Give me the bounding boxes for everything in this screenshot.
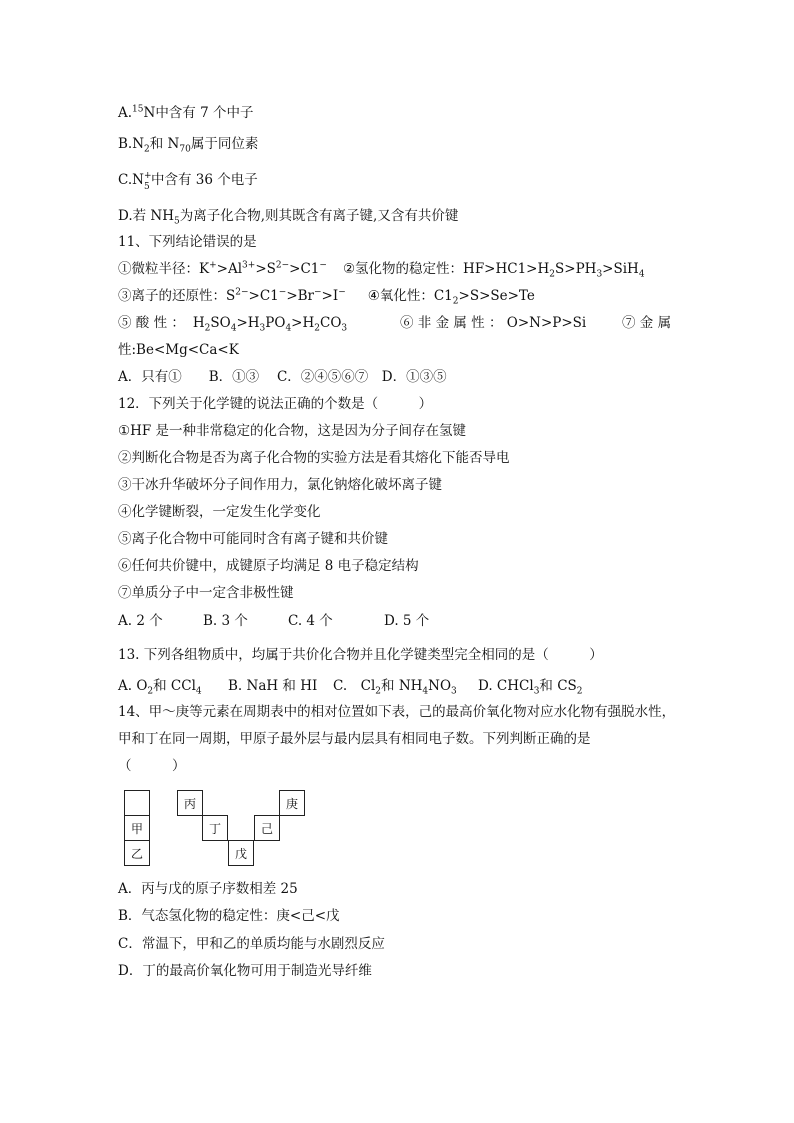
q11-line-4: 性:Be<Mg<Ca<K: [118, 342, 239, 358]
q10-option-d: D.若 $NH_5$为离子化合物,则其既含有离子键,又含有共价键: [118, 208, 459, 227]
q11-line-3: ⑤ 酸 性 ： $H_2SO_4>H_3PO_4>H_2CO_3$ ⑥ 非 金 属 性 ： O>N>P>Si ⑦ 金 属: [118, 315, 672, 334]
q13-option-a: A. $O_2$和 CCl$_4$: [118, 678, 202, 697]
q12-option-a: A. 2 个: [118, 613, 163, 629]
table-cell-yi: 乙: [124, 840, 150, 866]
q12-item: ⑥任何共价键中，成键原子均满足 8 电子稳定结构: [118, 558, 419, 574]
q10-option-b: $B.N_2$和 $N_{70}$属于同位素: [118, 136, 259, 155]
q12-item: ①HF 是一种非常稳定的化合物，这是因为分子间存在氢键: [118, 423, 467, 439]
q10-option-c: C.N + 5 中含有 36 个电子: [118, 171, 258, 192]
table-cell-wu: 戊: [228, 840, 254, 866]
q13-option-c: C. $Cl_2$和 $NH_4NO_3$: [333, 678, 457, 697]
q14-option-c: C．常温下，甲和乙的单质均能与水剧烈反应: [118, 936, 385, 952]
q14-stem-2: 甲和丁在同一周期，甲原子最外层与最内层具有相同电子数。下列判断正确的是: [118, 731, 591, 747]
q11-options: A．只有① B．①③ C．②④⑤⑥⑦ D．①③⑤: [118, 369, 447, 385]
q14-option-d: D．丁的最高价氧化物可用于制造光导纤维: [118, 963, 372, 979]
q12-item: ②判断化合物是否为离子化合物的实验方法是看其熔化下能否导电: [118, 450, 510, 466]
q13-stem: 13. 下列各组物质中，均属于共价化合物并且化学键类型完全相同的是（ ）: [118, 647, 603, 663]
q14-option-b: B．气态氢化物的稳定性：庚<己<戊: [118, 908, 340, 924]
table-cell-empty: [124, 790, 150, 816]
q12-stem: 12．下列关于化学键的说法正确的个数是（ ）: [118, 396, 433, 412]
q11-stem: 11、下列结论错误的是: [118, 234, 257, 250]
table-cell-jia: 甲: [124, 815, 150, 841]
q12-item: ③干冰升华破坏分子间作用力，氯化钠熔化破坏离子键: [118, 477, 442, 493]
q12-options: [118, 612, 430, 630]
q13-option-b: B. NaH 和 HI: [228, 678, 318, 694]
q14-paren: （ ）: [118, 758, 186, 774]
q12-item: ⑦单质分子中一定含非极性键: [118, 585, 294, 601]
q14-stem-1: 14、甲～庚等元素在周期表中的相对位置如下表，己的最高价氧化物对应水化物有强脱水性，: [118, 704, 676, 720]
q11-line-1: ①微粒半径：$K^+>Al^{3+}>S^{2-}>C1^-$ ②氢化物的稳定性：$HF>HC1>H_2S>PH_3>SiH_4$: [118, 260, 645, 280]
q12-option-d: D. 5 个: [384, 613, 430, 629]
q12-option-b: B. 3 个: [203, 613, 248, 629]
q10-option-a: A.$^{15}$N中含有 7 个中子: [118, 104, 254, 121]
q13-option-d: D. CHCl$_3$和 $CS_2$: [478, 678, 583, 697]
q12-item: ④化学键断裂，一定发生化学变化: [118, 504, 321, 520]
table-cell-ji: 己: [254, 815, 280, 841]
q14-option-a: A．丙与戊的原子序数相差 25: [118, 881, 298, 897]
table-cell-ding: 丁: [202, 815, 228, 841]
q11-line-2: ③离子的还原性：$S^{2-}>C1^->Br^->I^-$ ④氧化性：$C1_2>S>Se>Te$: [118, 287, 535, 307]
q13-options: [118, 677, 583, 697]
table-cell-geng: 庚: [279, 790, 305, 816]
q12-option-c: C. 4 个: [288, 613, 333, 629]
q12-item: ⑤离子化合物中可能同时含有离子键和共价键: [118, 531, 388, 547]
table-cell-bing: 丙: [177, 790, 203, 816]
